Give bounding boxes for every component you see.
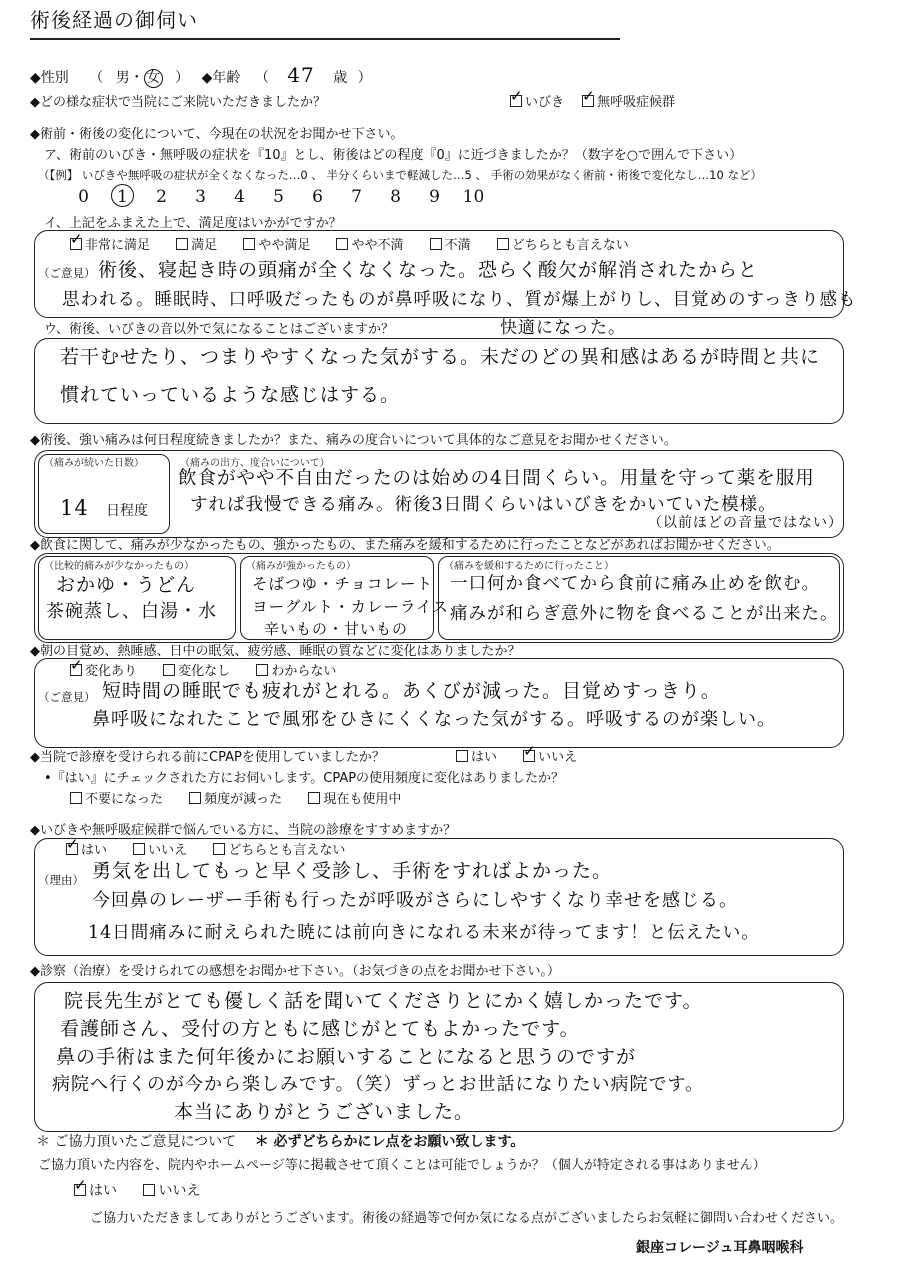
pain-days-value[interactable]: 14 — [60, 496, 89, 520]
sat-option-4[interactable] — [336, 238, 403, 254]
impression-question: ◆診察（治療）を受けられての感想をお聞かせ下さい。（お気づきの点をお聞かせ下さい。） — [30, 964, 560, 979]
food-less-line1[interactable]: おかゆ・うどん — [56, 574, 197, 596]
recommend-reason-label: （理由） — [38, 873, 84, 887]
checkbox-icon — [308, 792, 320, 804]
morning-option-label: 変化あり — [85, 664, 138, 679]
recommend-neither[interactable] — [213, 843, 345, 859]
age-label: ◆年齢 — [201, 70, 241, 86]
pain-days-unit: 日程度 — [106, 503, 148, 519]
other-answer-line1[interactable]: 若干むせたり、つまりやすくなった気がする。未だのどの異和感はあるが時間と共に — [60, 346, 821, 368]
checkbox-icon — [213, 843, 225, 855]
title-underline — [30, 38, 620, 40]
gender-female-circled[interactable]: 女 — [144, 69, 163, 88]
food-strong-line2[interactable]: ヨーグルト・カレーライス — [252, 598, 449, 616]
consent-options — [74, 1183, 200, 1199]
age-paren-open: （ — [254, 70, 269, 86]
sat-option-label: 満足 — [191, 238, 218, 253]
scale-10[interactable]: 10 — [462, 187, 485, 207]
checkbox-icon — [456, 750, 468, 762]
recommend-option-label: いいえ — [148, 843, 188, 858]
scale-8[interactable]: 8 — [390, 187, 401, 207]
pain-days-label: （痛みが続いた日数） — [44, 458, 144, 469]
age-paren-close: ） — [357, 70, 372, 86]
cpap-options — [456, 750, 577, 766]
consent-heading-text: ＊ ご協力頂いたご意見について — [36, 1134, 237, 1150]
change-example: （【例】 いびきや無呼吸の症状が全くなくなった…0 、 半分くらいまで軽減した…5 、 手術の効果がなく術前・術後で変化なし…10 など） — [38, 168, 762, 182]
impression-answer-line4[interactable]: 病院へ行くのが今から楽しみです。（笑）ずっとお世話になりたい病院です。 — [52, 1074, 705, 1095]
consent-no[interactable] — [143, 1183, 200, 1199]
check-icon — [582, 95, 594, 107]
satisfaction-options — [70, 238, 651, 254]
checkbox-icon — [143, 1184, 155, 1196]
impression-answer-line3[interactable]: 鼻の手術はまた何年後かにお願いすることになると思うのですが — [56, 1046, 637, 1068]
scale-6[interactable]: 6 — [312, 187, 323, 207]
food-strong-line3[interactable]: 辛いもの・甘いもの — [264, 620, 409, 638]
sat-option-label: 非常に満足 — [85, 238, 151, 253]
sat-option-5[interactable] — [430, 238, 471, 254]
morning-opinion-label: （ご意見） — [38, 690, 96, 704]
scale-4[interactable]: 4 — [234, 187, 245, 207]
checkbox-icon — [336, 238, 348, 250]
checkbox-icon — [243, 238, 255, 250]
cpap-yes-label: はい — [471, 750, 498, 765]
morning-option-label: 変化なし — [178, 664, 231, 679]
apnea-checkbox[interactable] — [582, 95, 675, 110]
recommend-answer-line1[interactable]: 勇気を出してもっと早く受診し、手術をすればよかった。 — [92, 860, 613, 882]
scale-3[interactable]: 3 — [195, 187, 206, 207]
age-unit: 歳 — [333, 70, 348, 86]
other-question: ウ、術後、いびきの音以外で気になることはございますか？ — [44, 322, 394, 337]
sat-option-6[interactable] — [497, 238, 629, 254]
consent-question: ご協力頂いた内容を、院内やホームページ等に掲載させて頂くことは可能でしょうか？（個人が特定される事はありません） — [38, 1158, 766, 1173]
morning-option-3[interactable] — [256, 664, 336, 680]
consent-heading — [36, 1134, 524, 1150]
impression-answer-line5[interactable]: 本当にありがとうございました。 — [174, 1101, 475, 1123]
sat-option-2[interactable] — [176, 238, 217, 254]
check-icon — [510, 95, 522, 107]
gender-row — [30, 64, 372, 88]
consent-heading-required: ＊ 必ずどちらかにレ点をお願い致します。 — [254, 1134, 525, 1150]
cpap-no-label: いいえ — [538, 750, 578, 765]
footer-thanks: ご協力いただきましてありがとうございます。術後の経過等で何か気になる点がございましたらお気軽に御問い合わせください。 — [90, 1211, 843, 1226]
morning-question: ◆朝の目覚め、熱睡感、日中の眠気、疲労感、睡眠の質などに変化はありましたか？ — [30, 644, 521, 659]
cpap-question: ◆当院で診療を受けられる前にCPAPを使用していましたか？ — [30, 750, 385, 765]
sat-option-3[interactable] — [243, 238, 310, 254]
morning-option-1[interactable] — [70, 664, 137, 680]
scale-2[interactable]: 2 — [156, 187, 167, 207]
snoring-label: いびき — [525, 95, 565, 110]
pain-answer-line3[interactable]: （以前ほどの音量ではない） — [648, 515, 843, 531]
severity-scale — [64, 187, 493, 207]
food-relief-line1[interactable]: 一口何か食べてから食前に痛み止めを飲む。 — [450, 574, 820, 594]
scale-1-selected[interactable]: 1 — [103, 187, 142, 207]
consent-yes[interactable] — [74, 1183, 117, 1199]
apnea-label: 無呼吸症候群 — [597, 95, 676, 110]
sat-option-label: やや満足 — [258, 238, 311, 253]
change-sub-a: ア、術前のいびき・無呼吸の症状を『10』とし、術後はどの程度『0』に近づきましたか？（数字を○で囲んで下さい） — [44, 148, 743, 163]
satisfaction-opinion-label: （ご意見） — [38, 266, 96, 280]
checkbox-icon — [189, 792, 201, 804]
checkbox-icon — [256, 664, 268, 676]
food-question: ◆飲食に関して、痛みが少なかったもの、強かったもの、また痛みを緩和するために行ったことなどがあればお聞かせください。 — [30, 538, 780, 553]
sat-option-label: どちらとも言えない — [511, 238, 629, 253]
symptom-question: ◆どの様な症状で当院にご来院いただきましたか？ — [30, 95, 326, 110]
cpap-sub-option-2[interactable] — [189, 792, 282, 808]
recommend-options — [66, 843, 367, 859]
pain-question: ◆術後、強い痛みは何日程度続きましたか？また、痛みの度合いについて具体的なご意見をお聞かせください。 — [30, 433, 677, 448]
sat-option-1[interactable] — [70, 238, 150, 254]
food-strong-label: （痛みが強かったもの） — [246, 561, 356, 572]
food-strong-line1[interactable]: そばつゆ・チョコレート — [252, 575, 434, 593]
checkbox-icon — [70, 792, 82, 804]
check-icon — [70, 238, 82, 250]
scale-9[interactable]: 9 — [429, 187, 440, 207]
food-less-line2[interactable]: 茶碗蒸し、白湯・水 — [46, 601, 217, 622]
gender-label: ◆性別 — [30, 70, 69, 86]
cpap-sub-option-1[interactable] — [70, 792, 163, 808]
cpap-sub-option-label: 頻度が減った — [204, 792, 283, 807]
gender-sep: ・ — [129, 70, 144, 86]
sat-option-label: 不満 — [444, 238, 471, 253]
satisfaction-answer-line1[interactable]: 術後、寝起き時の頭痛が全くなくなった。恐らく酸欠が解消されたからと — [98, 259, 759, 281]
scale-5[interactable]: 5 — [273, 187, 284, 207]
check-icon — [70, 664, 82, 676]
impression-answer-line2[interactable]: 看護師さん、受付の方ともに感じがとてもよかったです。 — [60, 1018, 580, 1040]
recommend-answer-line2[interactable]: 今回鼻のレーザー手術も行ったが呼吸がさらにしやすくなり幸せを感じる。 — [92, 890, 738, 911]
scale-7[interactable]: 7 — [351, 187, 362, 207]
morning-options — [70, 664, 358, 680]
symptom-options — [510, 95, 675, 111]
snoring-checkbox[interactable] — [510, 95, 564, 110]
cpap-sub-options — [70, 792, 423, 808]
consent-yes-label: はい — [89, 1183, 117, 1199]
checkbox-icon — [176, 238, 188, 250]
clinic-name: 銀座コレージュ耳鼻咽喉科 — [636, 1240, 804, 1256]
satisfaction-answer-line3[interactable]: 快適になった。 — [500, 318, 626, 338]
check-icon — [74, 1184, 86, 1196]
age-value[interactable]: 47 — [287, 63, 315, 87]
recommend-no[interactable] — [133, 843, 187, 859]
satisfaction-question: イ、上記をふまえた上で、満足度はいかがですか？ — [44, 216, 342, 231]
recommend-option-label: どちらとも言えない — [228, 843, 346, 858]
morning-answer-line2[interactable]: 鼻呼吸になれたことで風邪をひきにくくなった気がする。呼吸するのが楽しい。 — [92, 709, 776, 730]
morning-option-label: わからない — [271, 664, 337, 679]
satisfaction-answer-line2[interactable]: 思われる。睡眠時、口呼吸だったものが鼻呼吸になり、質が爆上がりし、目覚めのすっきり感も — [62, 290, 857, 310]
gender-paren-close: ） — [175, 70, 190, 86]
morning-answer-line1[interactable]: 短時間の睡眠でも疲れがとれる。あくびが減った。目覚めすっきり。 — [102, 680, 721, 702]
gender-paren-open: （ — [89, 70, 104, 86]
checkbox-icon — [163, 664, 175, 676]
recommend-question: ◆いびきや無呼吸症候群で悩んでいる方に、当院の診療をすすめますか？ — [30, 823, 457, 838]
checkbox-icon — [497, 238, 509, 250]
scale-0[interactable]: 0 — [78, 187, 89, 207]
cpap-sub-option-label: 不要になった — [85, 792, 164, 807]
recommend-answer-line3[interactable]: 14日間痛みに耐えられた暁には前向きになれる未来が待ってます！と伝えたい。 — [88, 923, 760, 943]
checkbox-icon — [430, 238, 442, 250]
recommend-option-label: はい — [81, 843, 108, 858]
pain-answer-line1[interactable]: 飲食がやや不自由だったのは始めの4日間くらい。用量を守って薬を服用 — [178, 468, 815, 489]
recommend-yes[interactable] — [66, 843, 107, 859]
other-answer-line2[interactable]: 慣れていっているような感じはする。 — [60, 384, 401, 406]
food-relief-label: （痛みを緩和するために行ったこと） — [444, 561, 614, 572]
page-title: 術後経過の御伺い — [30, 8, 198, 32]
consent-no-label: いいえ — [158, 1183, 201, 1199]
cpap-no[interactable] — [523, 750, 577, 765]
impression-answer-line1[interactable]: 院長先生がとても優しく話を聞いてくださりとにかく嬉しかったです。 — [64, 990, 703, 1012]
cpap-yes[interactable] — [456, 750, 497, 766]
pain-detail-label: （痛みの出方、度合いについて） — [180, 458, 330, 469]
sat-option-label: やや不満 — [351, 238, 404, 253]
gender-male[interactable]: 男 — [115, 70, 130, 86]
cpap-sub-option-label: 現在も使用中 — [323, 792, 402, 807]
food-relief-line2[interactable]: 痛みが和らぎ意外に物を食べることが出来た。 — [450, 604, 839, 624]
cpap-sub-option-3[interactable] — [308, 792, 401, 808]
food-less-label: （比較的痛みが少なかったもの） — [44, 561, 194, 572]
pain-answer-line2[interactable]: すれば我慢できる痛み。術後3日間くらいはいびきをかいていた模様。 — [190, 495, 777, 515]
check-icon — [66, 843, 78, 855]
change-question: ◆術前・術後の変化について、今現在の状況をお聞かせ下さい。 — [30, 127, 404, 142]
check-icon — [523, 750, 535, 762]
cpap-sub-question: •『はい』にチェックされた方にお伺いします。CPAPの使用頻度に変化はありましたか？ — [44, 771, 565, 786]
morning-option-2[interactable] — [163, 664, 230, 680]
checkbox-icon — [133, 843, 145, 855]
